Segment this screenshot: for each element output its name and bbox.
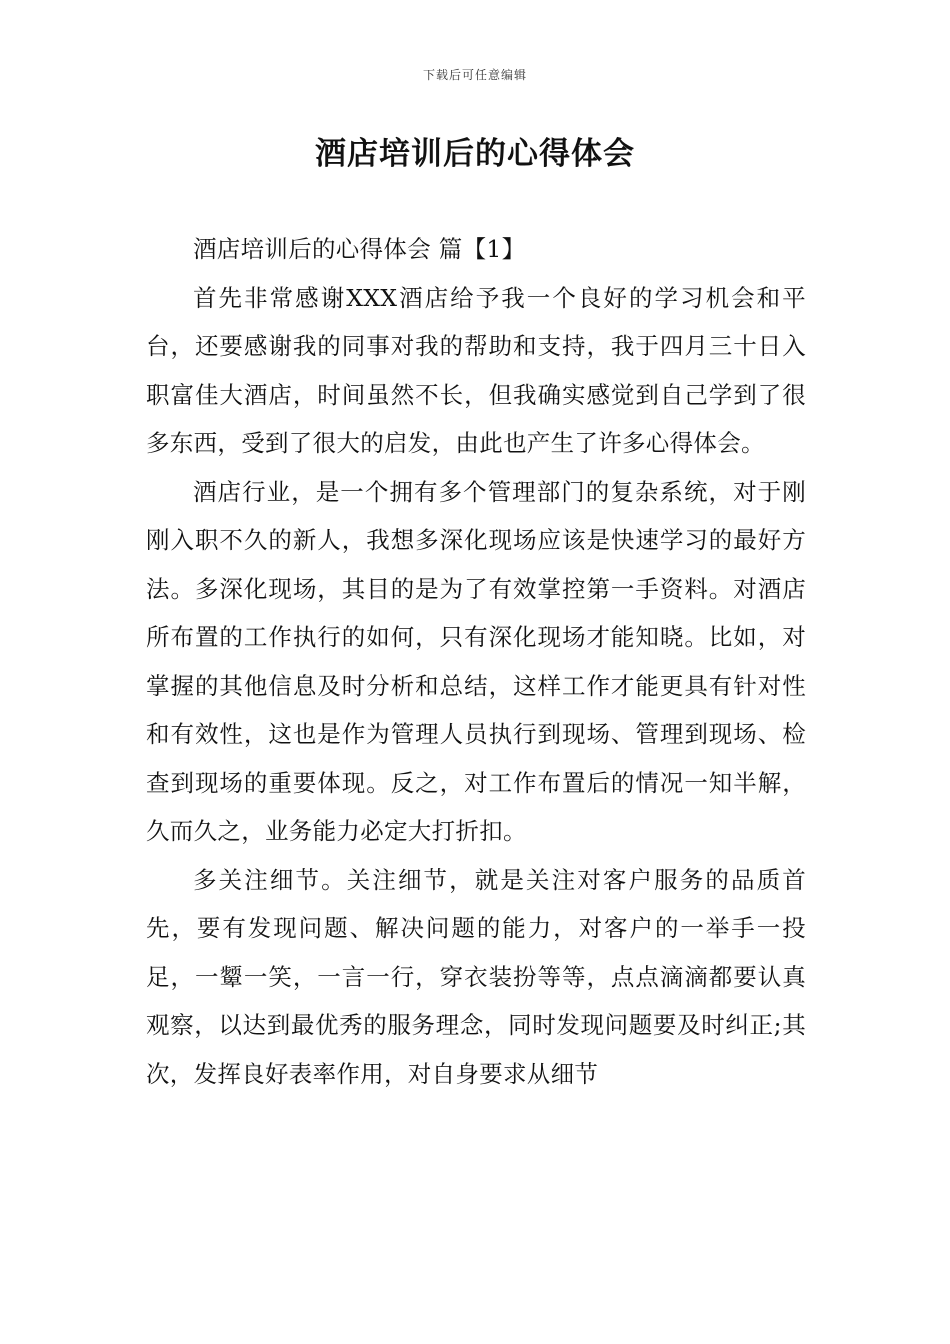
- paragraph: 多关注细节。关注细节，就是关注对客户服务的品质首先，要有发现问题、解决问题的能力，对客户的一举手一投足，一颦一笑，一言一行，穿衣装扮等等，点点滴滴都要认真观察，以达到最优秀的服务理念，同时发现问题要及时纠正;其次，发挥良好表率作用，对自身要求从细节: [146, 865, 806, 1088]
- section-heading: 酒店培训后的心得体会 篇【1】: [193, 235, 526, 263]
- document-body: [146, 225, 806, 1098]
- paragraph: 首先非常感谢XXX酒店给予我一个良好的学习机会和平台，还要感谢我的同事对我的帮助和支持，我于四月三十日入职富佳大酒店，时间虽然不长，但我确实感觉到自己学到了很多东西，受到了很大的启发，由此也产生了许多心得体会。: [146, 283, 806, 457]
- document-title: 酒店培训后的心得体会: [315, 136, 635, 172]
- header-note: 下载后可任意编辑: [422, 68, 527, 82]
- paragraph: 酒店行业，是一个拥有多个管理部门的复杂系统，对于刚刚入职不久的新人，我想多深化现场应该是快速学习的最好方法。多深化现场，其目的是为了有效掌控第一手资料。对酒店所布置的工作执行的如何，只有深化现场才能知晓。比如，对掌握的其他信息及时分析和总结，这样工作才能更具有针对性和有效性，这也是作为管理人员执行到现场、管理到现场、检查到现场的重要体现。反之，对工作布置后的情况一知半解，久而久之，业务能力必定大打折扣。: [146, 477, 806, 845]
